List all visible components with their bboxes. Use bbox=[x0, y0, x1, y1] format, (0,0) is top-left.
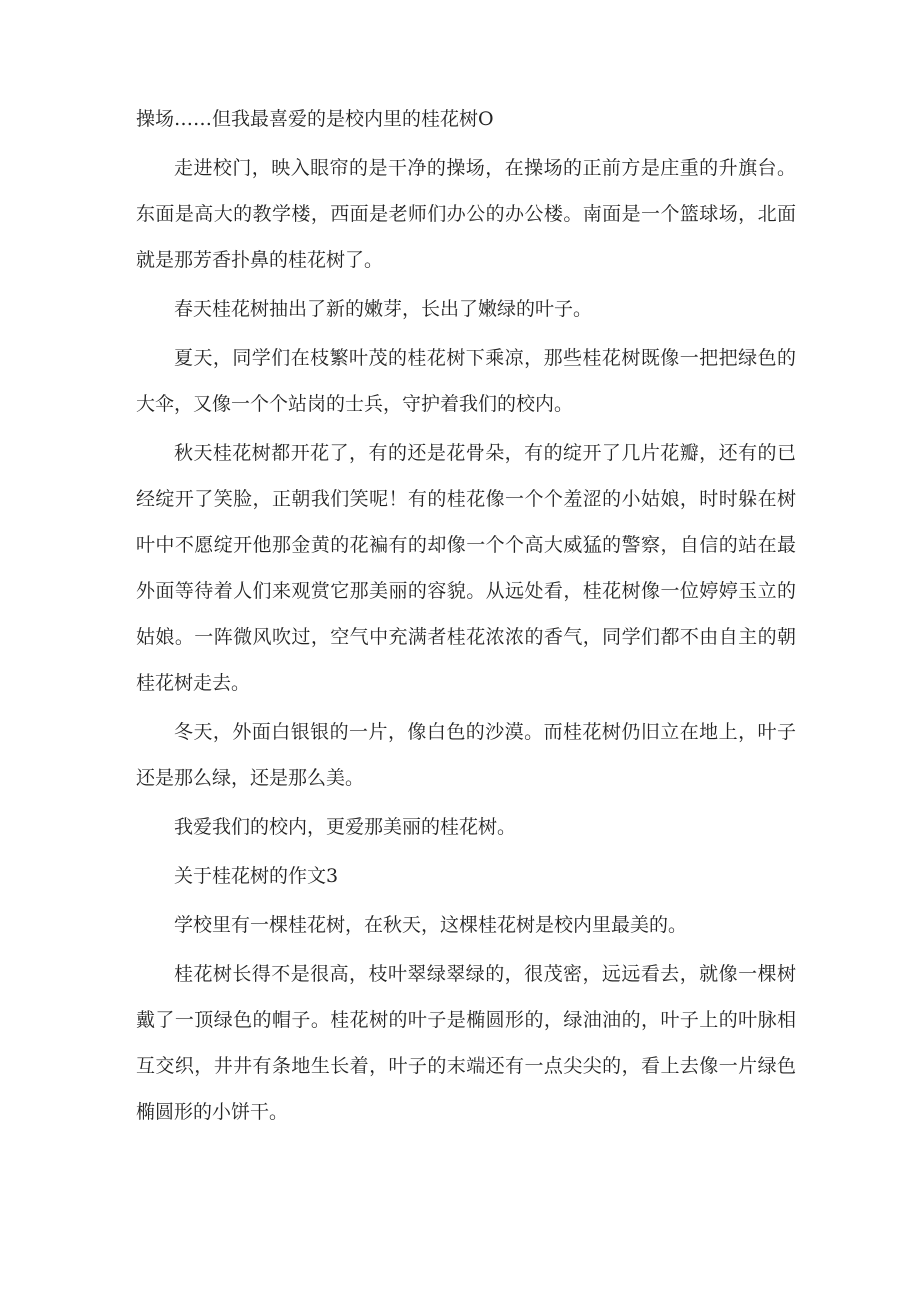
section-heading: 关于桂花树的作文3 bbox=[174, 865, 339, 887]
paragraph-6: 冬天，外面白银银的一片，像白色的沙漠。而桂花树仍旧立在地上，叶子还是那么绿，还是那么美。 bbox=[136, 721, 796, 789]
paragraph-9: 学校里有一棵桂花树，在秋天，这棵桂花树是校内里最美的。 bbox=[174, 914, 688, 936]
paragraph-10: 桂花树长得不是很高，枝叶翠绿翠绿的，很茂密，远远看去，就像一棵树戴了一顶绿色的帽子。桂花树的叶子是椭圆形的，绿油油的，叶子上的叶脉相互交织，井井有条地生长着，叶子的末端还有一点尖尖的，看上去像一片绿色椭圆形的小饼干。 bbox=[136, 963, 796, 1123]
paragraph-3: 春天桂花树抽出了新的嫩芽，长出了嫩绿的叶子。 bbox=[174, 298, 593, 320]
paragraph-5: 秋天桂花树都开花了，有的还是花骨朵，有的绽开了几片花瓣，还有的已经绽开了笑脸，正朝我们笑呢！有的桂花像一个个羞涩的小姑娘，时时躲在树叶中不愿绽开他那金黄的花褊有的却像一个个高大威猛的警察，自信的站在最外面等待着人们来观赏它那美丽的容貌。从远处看，桂花树像一位婷婷玉立的姑娘。一阵微风吹过，空气中充满者桂花浓浓的香气，同学们都不由自主的朝桂花树走去。 bbox=[136, 442, 796, 694]
paragraph-7: 我爱我们的校内，更爱那美丽的桂花树。 bbox=[174, 816, 517, 838]
paragraph-1: 操场……但我最喜爱的是校内里的桂花树O bbox=[136, 108, 494, 130]
paragraph-2: 走进校门，映入眼帘的是干净的操场，在操场的正前方是庄重的升旗台。东面是高大的教学楼，西面是老师们办公的办公楼。南面是一个篮球场，北面就是那芳香扑鼻的桂花树了。 bbox=[136, 157, 796, 271]
paragraph-4: 夏天，同学们在枝繁叶茂的桂花树下乘凉，那些桂花树既像一把把绿色的大伞，又像一个个站岗的士兵，守护着我们的校内。 bbox=[136, 347, 796, 415]
document-body bbox=[136, 96, 796, 1135]
